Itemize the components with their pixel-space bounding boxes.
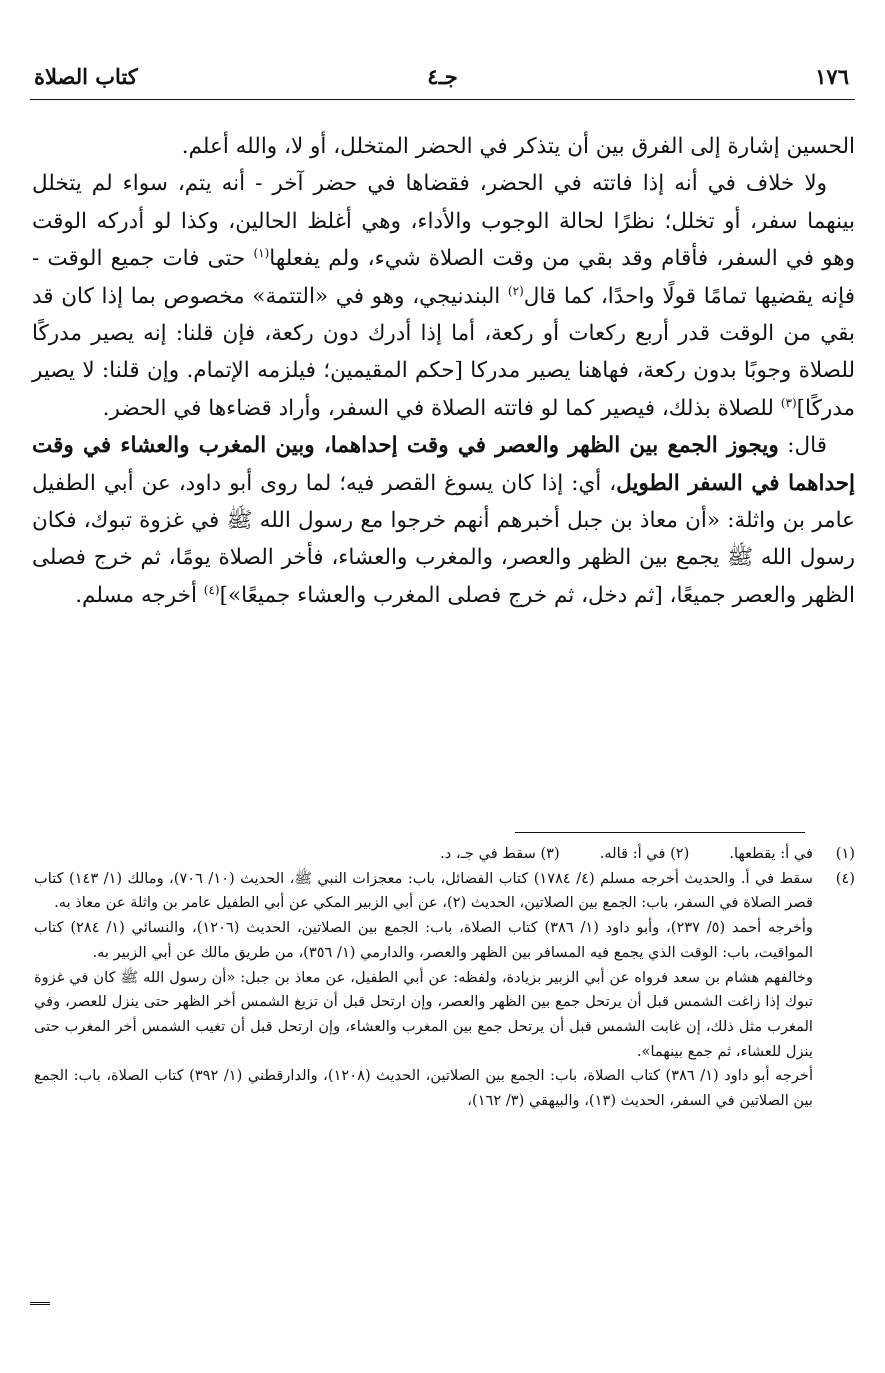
footnote-3-text: (٣) سقط في جـ، د.: [440, 845, 560, 862]
main-text: [32, 128, 855, 614]
paragraph-2-text-d: للصلاة بذلك، فيصير كما لو فاتته الصلاة في السفر، وأراد قضاءها في الحضر.: [102, 395, 781, 421]
footnote-ref-2: (٢): [507, 283, 524, 298]
footnote-number-4: (٤): [835, 869, 855, 887]
paragraph-2-text-b: حتى فات جميع الوقت - فإنه يقضيها تمامًا قولًا واحدًا، كما قال: [32, 246, 855, 309]
footnote-row-1-3: [34, 842, 855, 867]
volume-label: جـ٤: [427, 64, 458, 89]
continuation-mark: [30, 1302, 50, 1305]
paragraph-3-lead: قال:: [778, 433, 827, 459]
paragraph-3-text-a: ، أي: إذا كان يسوغ القصر فيه؛ لما روى أبو داود، عن أبي الطفيل عامر بن واثلة: «أن معاذ بن جبل أخبرهم أنهم خرجوا مع رسول الله ﷺ في غزوة تبوك، فكان رسول الله ﷺ يجمع بين الظهر والعصر، والمغرب والعشاء، فأخر الصلاة يومًا، ثم خرج فصلى الظهر والعصر جميعًا، [ثم دخل، ثم خرج فصلى المغرب والعشاء جميعًا»]: [32, 470, 855, 608]
footnote-number-1: (١): [835, 845, 855, 862]
footnote-separator: [515, 832, 805, 833]
matn-text: ويجوز الجمع بين الظهر والعصر في وقت إحداهما، وبين المغرب والعشاء في وقت إحداهما في السفر الطويل: [32, 433, 855, 496]
page-number: ١٧٦: [815, 64, 849, 89]
footnote-ref-1: (١): [253, 246, 270, 261]
footnote-4-para-1: سقط في أ. والحديث أخرجه مسلم (٤/ ١٧٨٤) كتاب الفضائل، باب: معجزات النبي ﷺ، الحديث (١٠/ ٧٠٦)، ومالك (١/ ١٤٣) كتاب قصر الصلاة في السفر، باب: الجمع بين الصلاتين، الحديث (٢)، عن أبي الزبير المكي عن أبي الطفيل عامر بن واثلة عن معاذ به.: [34, 869, 814, 912]
book-title: كتاب الصلاة: [34, 64, 138, 89]
paragraph-3-text-b: أخرجه مسلم.: [75, 582, 204, 608]
header-rule: [30, 99, 855, 100]
footnote-4-para-3: وخالفهم هشام بن سعد فرواه عن أبي الزبير بزيادة، ولفظه: عن أبي الطفيل، عن معاذ بن جبل: «أن رسول الله ﷺ كان في غزوة تبوك إذا زاغت الشمس قبل أن يرتحل جمع بين الظهر والعصر، وإن ارتحل قبل أن تزيغ الشمس أخر الظهر حتى ينزل للعصر، وفي المغرب مثل ذلك، إن غابت الشمس قبل أن يرتحل جمع بين المغرب والعشاء، وإن ارتحل قبل أن تغيب الشمس أخر المغرب حتى ينزل للعشاء، ثم جمع بينهما».: [34, 968, 813, 1060]
footnote-ref-4: (٤): [203, 582, 220, 597]
paragraph-3: [32, 427, 855, 614]
footnotes: [34, 842, 855, 1114]
footnote-2-text: (٢) في أ: قاله.: [599, 845, 690, 862]
paragraph-2: [32, 165, 855, 427]
paragraph-2-text-c: البندنيجي، وهو في «التتمة» مخصوص بما إذا كان قد بقي من الوقت قدر أربع ركعات أو ركعة، أما إذا أدرك دون ركعة، فإن قلنا: إنه يصير مدركًا للصلاة وجوبًا بدون ركعة، فهاهنا يصير مدركا [حكم المقيمين؛ فيلزمه الإتمام. وإن قلنا: لا يصير مدركًا]: [32, 283, 855, 421]
footnote-ref-3: (٣): [780, 395, 797, 410]
paragraph-1: الحسين إشارة إلى الفرق بين أن يتذكر في الحضر المتخلل، أو لا، والله أعلم.: [181, 134, 855, 159]
footnote-4: [34, 867, 855, 1114]
footnote-1-text: في أ: يقطعها.: [729, 845, 813, 862]
paragraph-2-text-a: ولا خلاف في أنه إذا فاتته في الحضر، فقضاها في حضر آخر - أنه يتم، سواء لم يتخلل بينهما سفر، أو تخلل؛ نظرًا لحالة الوجوب والأداء، وهي أغلظ الحالين، وكذا لو أدركه الوقت وهو في السفر، فأقام وقد بقي من وقت الصلاة شيء، ولم يفعلها: [32, 171, 856, 272]
running-header: [30, 58, 855, 98]
footnote-4-para-2: وأخرجه أحمد (٥/ ٢٣٧)، وأبو داود (١/ ٣٨٦) كتاب الصلاة، باب: الجمع بين الصلاتين، الحديث (١٢٠٦)، والنسائي (١/ ٢٨٤) كتاب المواقيت، باب: الوقت الذي يجمع فيه المسافر بين الظهر والعصر، والدارمي (١/ ٣٥٦)، من طريق مالك عن أبي الزبير به.: [34, 919, 813, 961]
footnote-4-para-4: أخرجه أبو داود (١/ ٣٨٦) كتاب الصلاة، باب: الجمع بين الصلاتين، الحديث (١٢٠٨)، والدارقطني (١/ ٣٩٢) كتاب الصلاة، باب: الجمع بين الصلاتين في السفر، الحديث (١٣)، والبيهقي (٣/ ١٦٢)،: [34, 1067, 814, 1110]
